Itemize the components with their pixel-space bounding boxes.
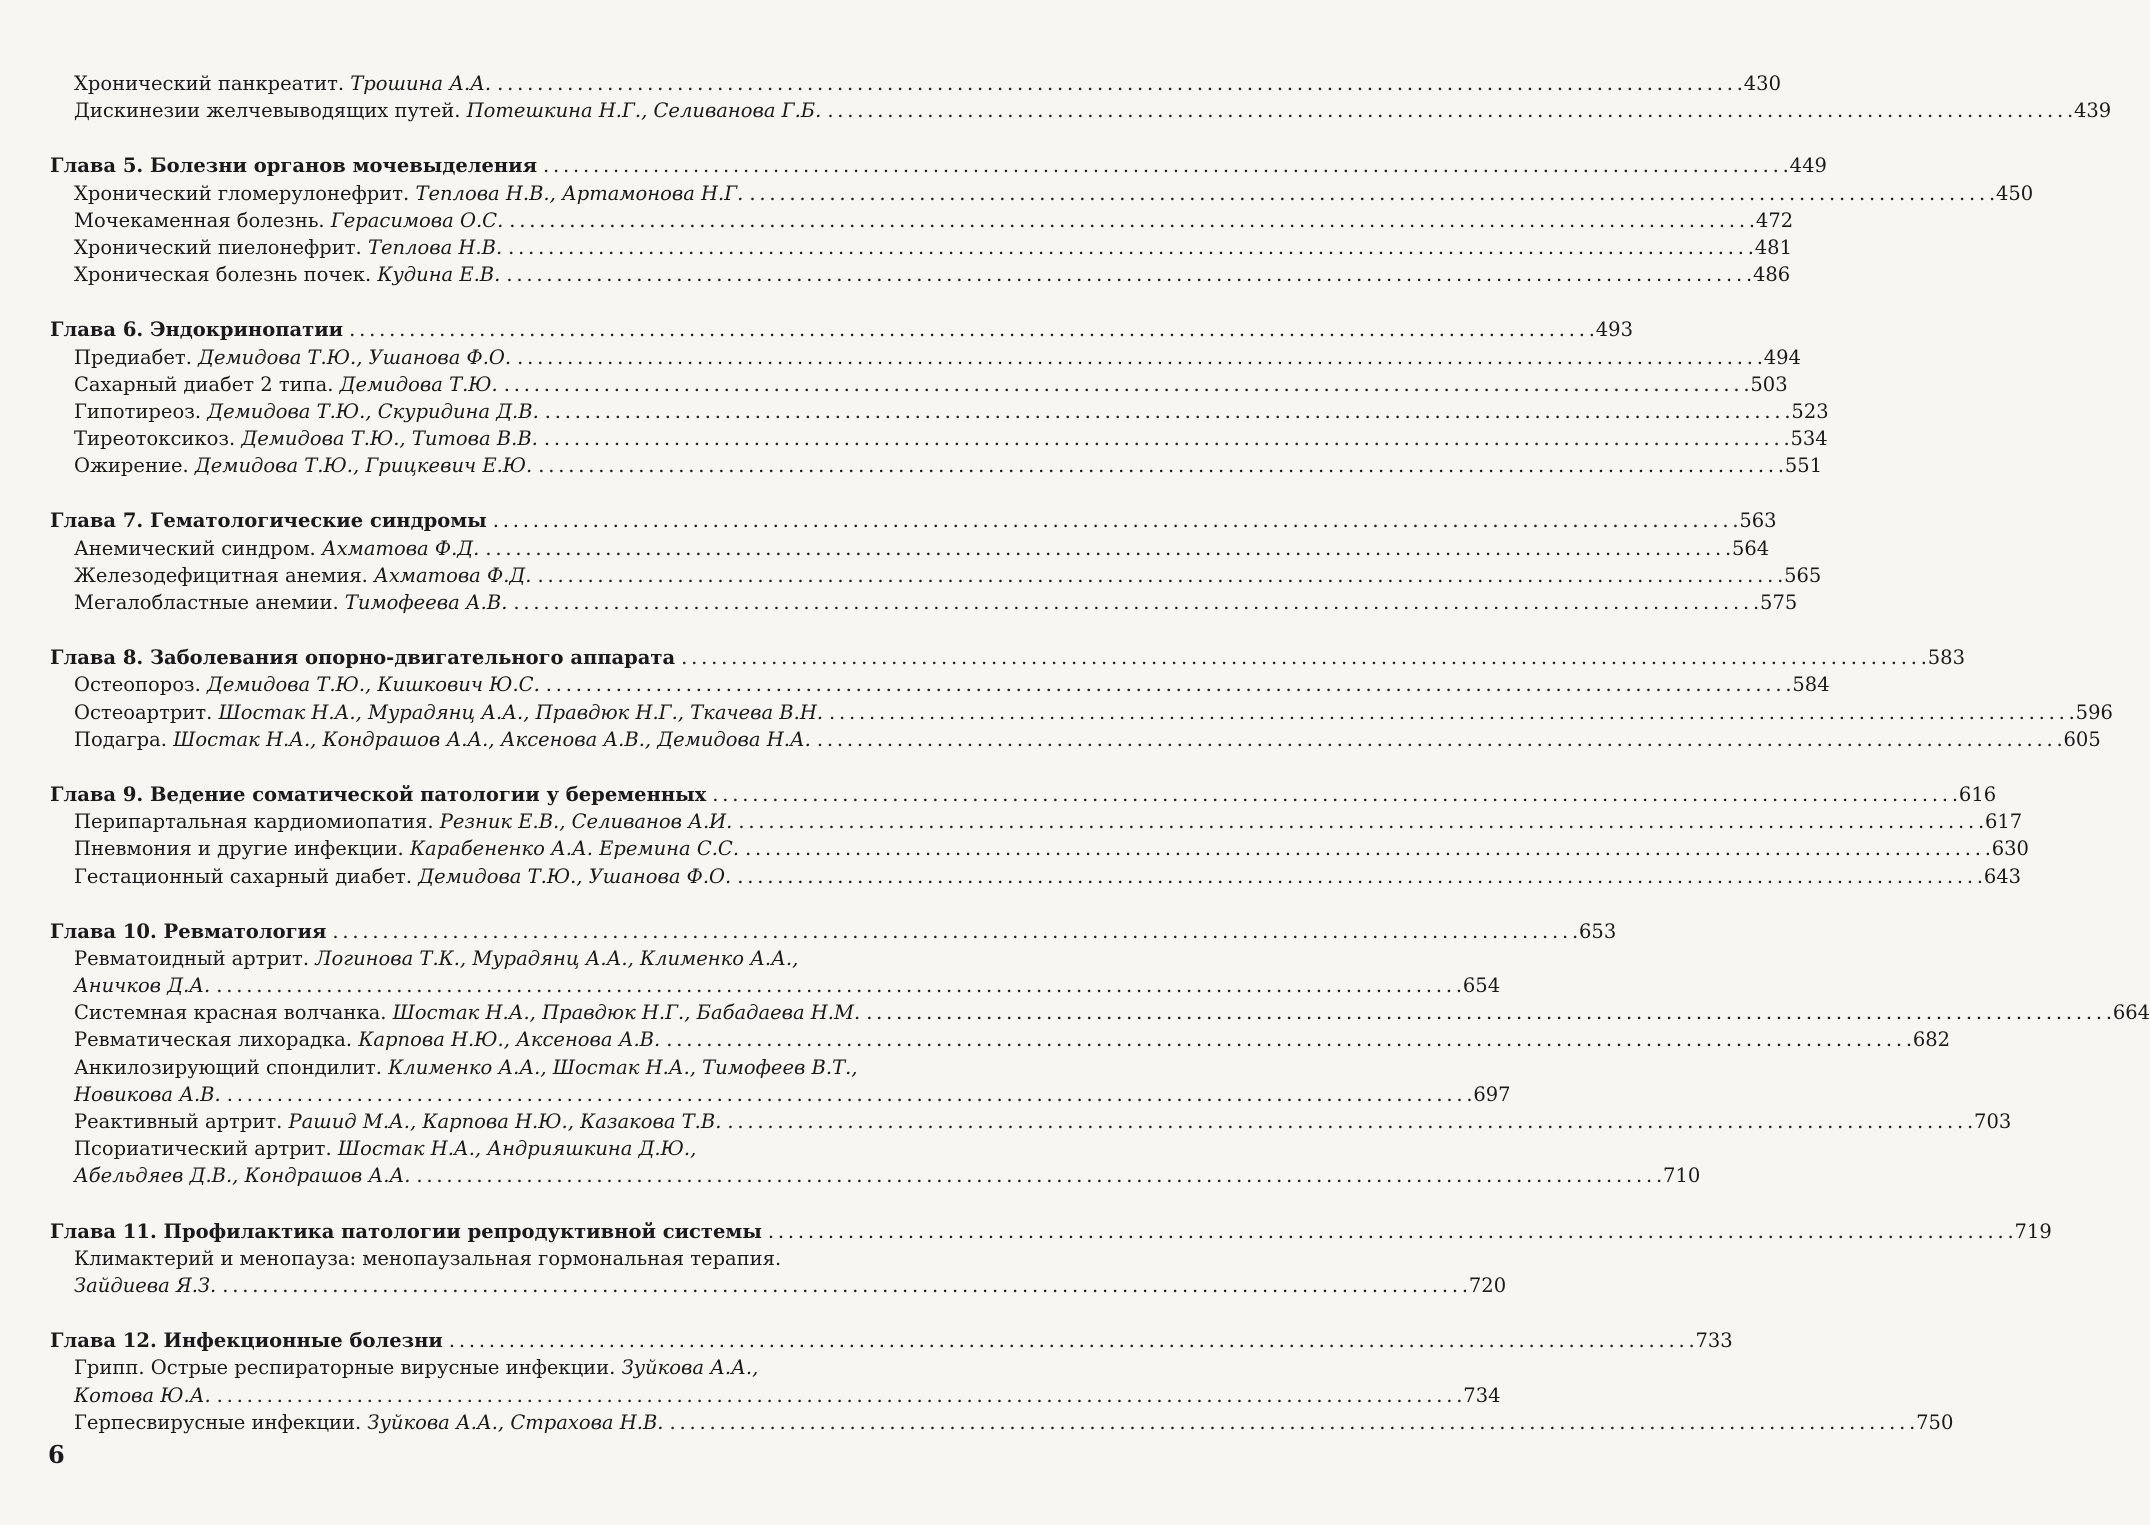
toc-entry[interactable]: [50, 70, 1781, 97]
dot-leader: [216, 972, 1461, 999]
entry-line: [50, 699, 2113, 726]
entry-line-continued: [50, 972, 1501, 999]
entry-text: [74, 234, 502, 261]
toc-chapter: [50, 644, 2113, 753]
dot-leader: [332, 918, 1577, 945]
entry-text: [74, 452, 532, 479]
dot-leader: [712, 781, 1957, 808]
chapter-heading[interactable]: [50, 1327, 1733, 1354]
entry-page: 720: [1468, 1273, 1507, 1297]
entry-page: 494: [1763, 345, 1801, 369]
entry-line-continued: [50, 1382, 1501, 1409]
dot-leader: [817, 726, 2062, 753]
entry-title: Системная красная волчанка.: [74, 1001, 393, 1025]
table-of-contents: [50, 70, 2150, 1464]
chapter-title: Глава 8. Заболевания опорно-двигательного аппарата: [50, 646, 676, 670]
entry-authors: Демидова Т.Ю., Грицкевич Е.Ю.: [194, 454, 533, 478]
entry-line: [50, 398, 1829, 425]
entry-authors: Рашид М.А., Карпова Н.Ю., Казакова Т.В.: [288, 1110, 722, 1133]
toc-entry[interactable]: [50, 863, 2022, 890]
entry-title: Реактивный артрит.: [74, 1110, 289, 1133]
chapter-heading[interactable]: [50, 152, 1827, 179]
entry-line: [50, 589, 1798, 616]
entry-authors: Демидова Т.Ю., Ушанова Ф.О.: [198, 345, 512, 369]
entry-title: Гестационный сахарный диабет.: [74, 864, 419, 888]
entry-line-continued: [50, 1081, 1511, 1108]
chapter-page: 719: [2014, 1219, 2052, 1243]
entry-page: 596: [2075, 700, 2113, 724]
chapter-heading[interactable]: [50, 316, 1633, 343]
entry-authors: Карабененко А.А. Еремина С.С.: [409, 837, 740, 861]
entry-line-continued: [50, 1162, 1701, 1189]
entry-text: [74, 1026, 660, 1053]
entry-text: [74, 562, 531, 589]
dot-leader: [497, 70, 1742, 97]
toc-entry[interactable]: [50, 589, 1798, 616]
entry-page: 697: [1473, 1082, 1511, 1106]
entry-page: 584: [1792, 673, 1830, 697]
entry-page: 486: [1752, 263, 1791, 287]
entry-line-continued: [50, 1272, 1507, 1299]
chapter-title: Глава 9. Ведение соматической патологии у беременных: [50, 782, 707, 806]
dot-leader: [449, 1327, 1694, 1354]
entry-line: [50, 863, 2022, 890]
entry-authors: Шостак Н.А., Мурадянц А.А., Правдюк Н.Г., Ткачева В.Н.: [218, 700, 824, 724]
entry-authors: Демидова Т.Ю., Титова В.В.: [241, 427, 538, 451]
entry-title: Анемический синдром.: [74, 536, 322, 560]
entry-text: [74, 1108, 721, 1135]
chapter-title: Глава 12. Инфекционные болезни: [50, 1329, 443, 1353]
entry-page: 551: [1784, 454, 1823, 478]
chapter-heading[interactable]: [50, 644, 1965, 671]
toc-chapter: [50, 70, 2112, 124]
entry-line: [50, 70, 1781, 97]
entry-title: Анкилозирующий спондилит.: [74, 1055, 389, 1079]
entry-text: [74, 589, 507, 616]
toc-entry[interactable]: [50, 535, 1770, 562]
entry-title: Дискинезии желчевыводящих путей.: [74, 99, 467, 123]
entry-title: Ревматоидный артрит.: [74, 946, 316, 970]
entry-title: Железодефицитная анемия.: [74, 563, 375, 587]
entry-line: [50, 1409, 1954, 1436]
toc-entry[interactable]: [50, 808, 2023, 835]
dot-leader: [745, 835, 1990, 862]
dot-leader: [544, 425, 1789, 452]
dot-leader: [517, 344, 1762, 371]
toc-entry[interactable]: [50, 1409, 1954, 1436]
entry-title: Хронический гломерулонефрит.: [74, 181, 416, 205]
dot-leader: [485, 535, 1730, 562]
entry-line: [50, 344, 1801, 371]
dot-leader: [545, 398, 1790, 425]
dot-leader: [227, 1081, 1472, 1108]
toc-entry[interactable]: [50, 699, 2113, 726]
entry-line: [50, 945, 964, 972]
entry-authors: Тимофеева А.В.: [344, 591, 508, 614]
entry-title: Перипартальная кардиомиопатия.: [74, 810, 440, 834]
entry-title: Климактерий и менопауза: менопаузальная гормональная терапия.: [74, 1246, 782, 1270]
entry-line: [50, 1108, 2012, 1135]
dot-leader: [546, 671, 1791, 698]
toc-chapter: [50, 152, 2034, 288]
entry-page: 703: [1974, 1110, 2012, 1133]
entry-line: [50, 1354, 964, 1381]
entry-page: 565: [1784, 563, 1822, 587]
chapter-page: 616: [1958, 782, 1997, 806]
entry-title: Остеопороз.: [74, 673, 207, 697]
toc-entry[interactable]: [50, 835, 2029, 862]
entry-title: Мегалобластные анемии.: [74, 591, 345, 614]
toc-entry[interactable]: [50, 1026, 1951, 1053]
entry-text: [74, 371, 498, 398]
entry-title: Псориатический артрит.: [74, 1137, 338, 1161]
entry-text: [74, 398, 539, 425]
entry-title: Пневмония и другие инфекции.: [74, 837, 410, 861]
toc-chapter: [50, 1218, 2052, 1300]
entry-authors: Шостак Н.А., Правдюк Н.Г., Бабадаева Н.М.: [392, 1001, 861, 1025]
toc-entry[interactable]: [50, 398, 1829, 425]
entry-page: 503: [1750, 372, 1788, 396]
entry-text: [74, 999, 860, 1026]
dot-leader: [538, 452, 1783, 479]
chapter-page: 493: [1595, 318, 1633, 342]
dot-leader: [829, 699, 2074, 726]
entry-line: [50, 999, 2150, 1026]
entry-title: Хронический панкреатит.: [74, 72, 351, 95]
entry-page: 710: [1663, 1164, 1701, 1188]
toc-entry[interactable]: [50, 1245, 1507, 1299]
chapter-page: 653: [1579, 919, 1617, 943]
entry-text: [74, 344, 511, 371]
dot-leader: [416, 1162, 1661, 1189]
entry-authors: Теплова Н.В., Артамонова Н.Г.: [415, 181, 744, 205]
toc-entry[interactable]: [50, 180, 2034, 207]
entry-text: [74, 97, 821, 124]
entry-text: [74, 1272, 216, 1299]
entry-title: Тиреотоксикоз.: [74, 427, 242, 451]
dot-leader: [506, 261, 1751, 288]
toc-entry[interactable]: [50, 425, 1828, 452]
entry-authors: Теплова Н.В.: [367, 235, 503, 259]
entry-text: [74, 699, 823, 726]
entry-text: [74, 1382, 211, 1409]
entry-title: Хроническая болезнь почек.: [74, 263, 378, 287]
chapter-title: Глава 11. Профилактика патологии репродуктивной системы: [50, 1219, 762, 1243]
chapter-page: 733: [1695, 1329, 1733, 1353]
entry-authors: Демидова Т.Ю., Скуридина Д.В.: [207, 399, 539, 423]
entry-page: 564: [1731, 536, 1770, 560]
toc-entry[interactable]: [50, 562, 1822, 589]
toc-entry[interactable]: [50, 344, 1801, 371]
entry-text: [74, 1054, 857, 1081]
dot-leader: [543, 152, 1788, 179]
entry-title: Мочекаменная болезнь.: [74, 208, 331, 232]
entry-authors: Клименко А.А., Шостак Н.А., Тимофеев В.Т.,: [388, 1055, 858, 1079]
entry-authors: Демидова Т.Ю., Кишкович Ю.С.: [206, 673, 540, 697]
entry-line: [50, 97, 2112, 124]
dot-leader: [508, 234, 1753, 261]
entry-authors: Шостак Н.А., Андрияшкина Д.Ю.,: [337, 1137, 697, 1161]
toc-entry[interactable]: [50, 234, 1792, 261]
entry-text: [74, 972, 210, 999]
dot-leader: [727, 1108, 1972, 1135]
entry-page: 439: [2073, 99, 2112, 123]
chapter-heading[interactable]: [50, 781, 1997, 808]
entry-text: [74, 808, 732, 835]
chapter-heading[interactable]: [50, 1218, 2052, 1245]
entry-authors: Логинова Т.К., Мурадянц А.А., Клименко А.А.,: [315, 946, 799, 970]
entry-page: 682: [1912, 1028, 1951, 1052]
dot-leader: [827, 97, 2072, 124]
entry-authors: Шостак Н.А., Кондрашов А.А., Аксенова А.В., Демидова Н.А.: [173, 727, 811, 751]
entry-page: 750: [1916, 1410, 1954, 1434]
dot-leader: [537, 562, 1782, 589]
toc-entry[interactable]: [50, 671, 1830, 698]
entry-title: Гипотиреоз.: [74, 399, 208, 423]
entry-page: 430: [1743, 72, 1781, 95]
dot-leader: [681, 644, 1926, 671]
entry-line: [50, 452, 1823, 479]
entry-title: Хронический пиелонефрит.: [74, 235, 368, 259]
entry-line: [50, 180, 2034, 207]
entry-line: [50, 1026, 1951, 1053]
toc-entry[interactable]: [50, 371, 1788, 398]
entry-authors: Резник Е.В., Селиванов А.И.: [439, 810, 733, 834]
dot-leader: [737, 863, 1982, 890]
entry-line: [50, 1245, 964, 1272]
entry-page: 617: [1984, 810, 2023, 834]
entry-line: [50, 1054, 964, 1081]
entry-page: 472: [1755, 208, 1794, 232]
entry-line: [50, 562, 1822, 589]
entry-page: 654: [1462, 974, 1501, 998]
entry-authors-continued: Зайдиева Я.З.: [74, 1273, 217, 1297]
toc-entry[interactable]: [50, 726, 2101, 753]
entry-authors: Демидова Т.Ю., Ушанова Ф.О.: [418, 864, 732, 888]
toc-chapter: [50, 507, 1822, 616]
dot-leader: [749, 180, 1994, 207]
entry-text: [74, 535, 479, 562]
toc-chapter: [50, 316, 1829, 479]
entry-authors: Карпова Н.Ю., Аксенова А.В.: [358, 1028, 661, 1052]
chapter-heading[interactable]: [50, 507, 1777, 534]
toc-entry[interactable]: [50, 97, 2112, 124]
dot-leader: [513, 589, 1758, 616]
toc-entry[interactable]: [50, 945, 1501, 999]
toc-chapter: [50, 918, 2150, 1190]
entry-line: [50, 425, 1828, 452]
entry-line: [50, 835, 2029, 862]
entry-title: Сахарный диабет 2 типа.: [74, 372, 340, 396]
entry-page: 575: [1760, 591, 1798, 614]
entry-page: 523: [1791, 399, 1829, 423]
entry-title: Герпесвирусные инфекции.: [74, 1410, 368, 1434]
entry-authors: Трошина А.А.: [350, 72, 492, 95]
entry-page: 630: [1991, 837, 2029, 861]
entry-line: [50, 671, 1830, 698]
dot-leader: [866, 999, 2111, 1026]
toc-entry[interactable]: [50, 1354, 1501, 1408]
toc-chapter: [50, 781, 2029, 890]
entry-text: [74, 835, 739, 862]
dot-leader: [666, 1026, 1911, 1053]
entry-text: [74, 207, 503, 234]
entry-authors: Зуйкова А.А., Страхова Н.В.: [367, 1410, 664, 1434]
dot-leader: [349, 316, 1594, 343]
chapter-heading[interactable]: [50, 918, 1617, 945]
toc-entry[interactable]: [50, 1054, 1511, 1108]
entry-authors: Кудина Е.В.: [377, 263, 501, 287]
entry-authors: Герасимова О.С.: [330, 208, 504, 232]
entry-title: Ожирение.: [74, 454, 195, 478]
toc-entry[interactable]: [50, 261, 1791, 288]
entry-page: 643: [1983, 864, 2022, 888]
entry-page: 450: [1995, 181, 2034, 205]
entry-text: [74, 1245, 781, 1272]
chapter-title: Глава 7. Гематологические синдромы: [50, 509, 487, 533]
entry-page: 481: [1754, 235, 1792, 259]
entry-text: [74, 261, 500, 288]
chapter-page: 563: [1739, 509, 1777, 533]
dot-leader: [509, 207, 1754, 234]
entry-title: Подагра.: [74, 727, 174, 751]
entry-page: 605: [2063, 727, 2101, 751]
entry-authors-continued: Котова Ю.А.: [74, 1383, 211, 1407]
entry-text: [74, 671, 540, 698]
chapter-title: Глава 5. Болезни органов мочевыделения: [50, 154, 538, 178]
entry-text: [74, 1081, 221, 1108]
entry-line: [50, 535, 1770, 562]
entry-line: [50, 726, 2101, 753]
entry-authors-continued: Новикова А.В.: [74, 1082, 221, 1106]
dot-leader: [222, 1272, 1467, 1299]
entry-text: [74, 1135, 696, 1162]
toc-entry[interactable]: [50, 1108, 2012, 1135]
chapter-title: Глава 6. Эндокринопатии: [50, 318, 344, 342]
entry-line: [50, 207, 1794, 234]
entry-text: [74, 1409, 664, 1436]
entry-authors: Демидова Т.Ю.: [339, 372, 498, 396]
entry-authors-continued: Абельдяев Д.В., Кондрашов А.А.: [74, 1164, 411, 1188]
entry-line: [50, 234, 1792, 261]
toc-entry[interactable]: [50, 207, 1794, 234]
entry-page: 534: [1790, 427, 1828, 451]
entry-line: [50, 261, 1791, 288]
dot-leader: [504, 371, 1749, 398]
entry-authors: Ахматова Ф.Д.: [321, 536, 480, 560]
page-number: 6: [48, 1440, 65, 1469]
entry-authors: Зуйкова А.А.,: [621, 1356, 759, 1380]
entry-title: Ревматическая лихорадка.: [74, 1028, 359, 1052]
entry-title: Остеоартрит.: [74, 700, 219, 724]
dot-leader: [738, 808, 1983, 835]
entry-text: [74, 945, 798, 972]
dot-leader: [493, 507, 1738, 534]
chapter-page: 449: [1789, 154, 1827, 178]
dot-leader: [670, 1409, 1915, 1436]
toc-chapter: [50, 1327, 1954, 1436]
toc-entry[interactable]: [50, 452, 1823, 479]
chapter-title: Глава 10. Ревматология: [50, 919, 327, 943]
entry-text: [74, 1162, 410, 1189]
entry-text: [74, 425, 538, 452]
entry-line: [50, 808, 2023, 835]
entry-line: [50, 371, 1788, 398]
entry-text: [74, 70, 491, 97]
entry-text: [74, 863, 731, 890]
toc-entry[interactable]: [50, 1135, 1701, 1189]
entry-title: Грипп. Острые респираторные вирусные инфекции.: [74, 1356, 622, 1380]
entry-text: [74, 1354, 758, 1381]
chapter-page: 583: [1927, 646, 1965, 670]
entry-title: Предиабет.: [74, 345, 199, 369]
entry-page: 734: [1463, 1383, 1501, 1407]
entry-text: [74, 180, 743, 207]
entry-page: 664: [2112, 1001, 2150, 1025]
entry-line: [50, 1135, 964, 1162]
dot-leader: [217, 1382, 1462, 1409]
entry-text: [74, 726, 811, 753]
entry-authors: Ахматова Ф.Д.: [374, 563, 532, 587]
entry-authors: Потешкина Н.Г., Селиванова Г.Б.: [466, 99, 822, 123]
toc-entry[interactable]: [50, 999, 2150, 1026]
dot-leader: [768, 1218, 2013, 1245]
entry-authors-continued: Аничков Д.А.: [74, 974, 211, 998]
